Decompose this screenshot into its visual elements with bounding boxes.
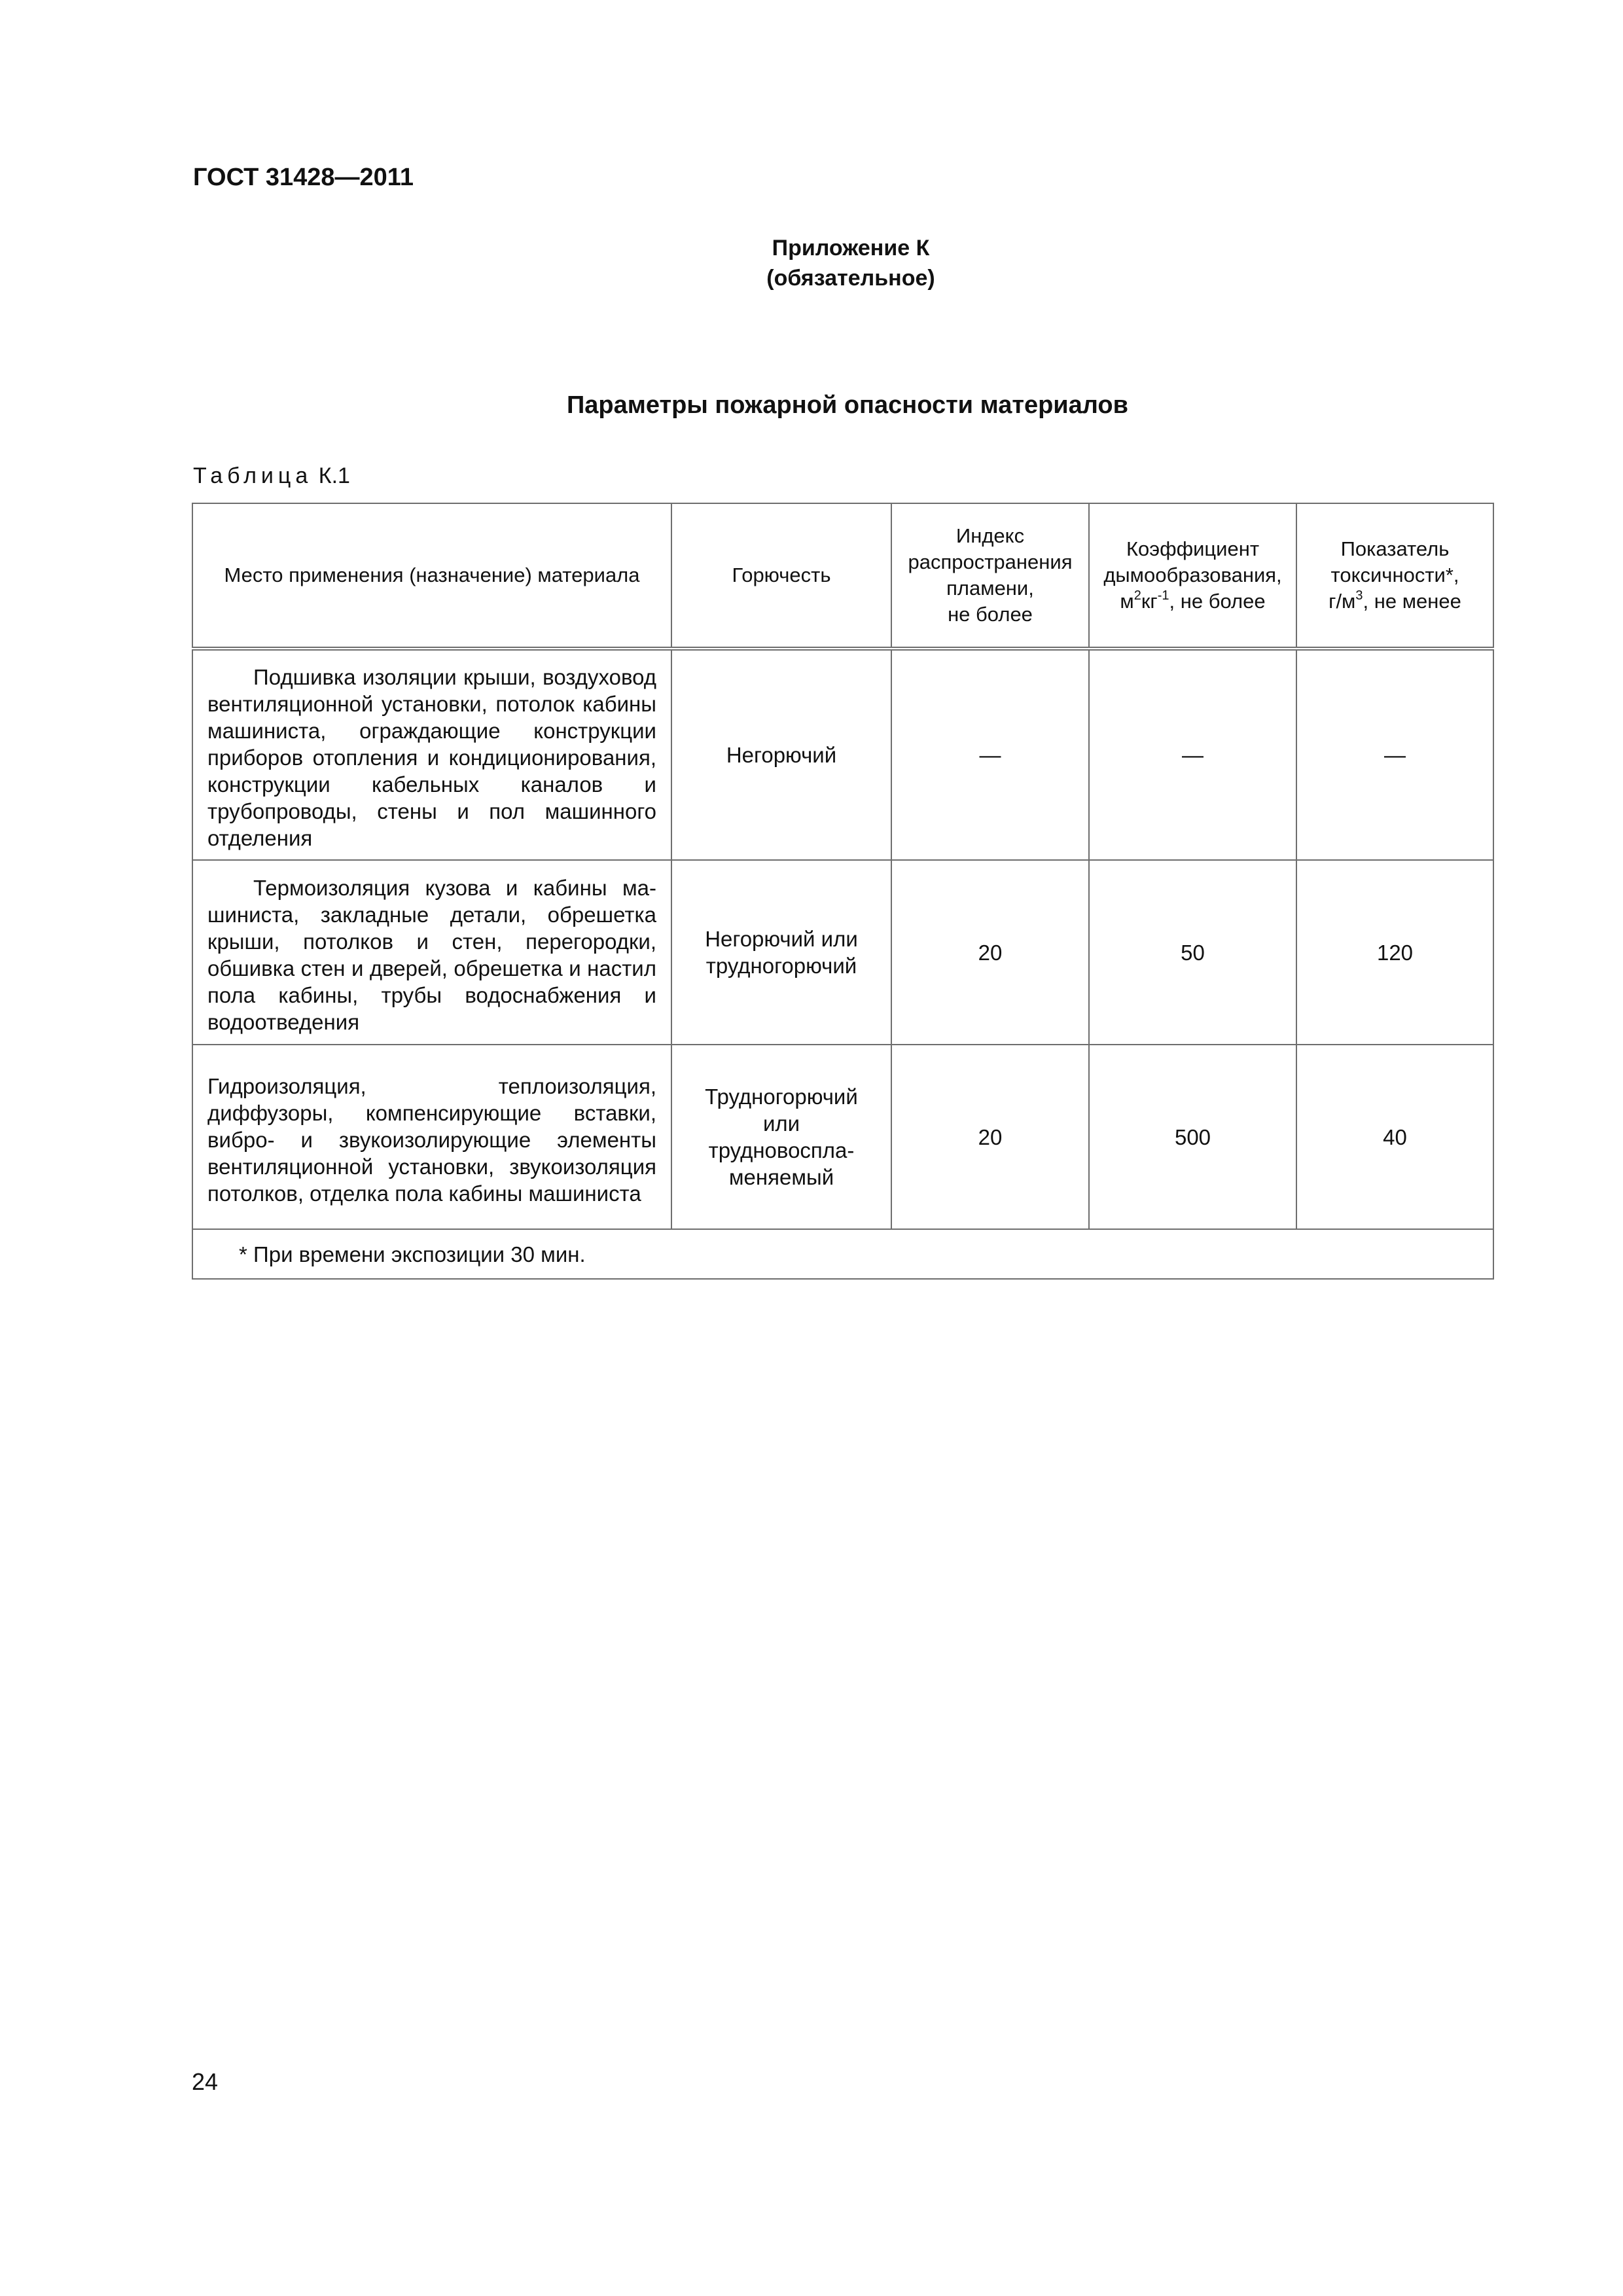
table-footnote-row — [192, 1229, 1493, 1279]
cell-toxicity: 120 — [1296, 860, 1493, 1045]
cell-place — [192, 860, 671, 1045]
header-toxicity-line: Показатель — [1340, 537, 1450, 560]
cell-combustibility — [671, 1045, 891, 1229]
header-place: Место применения (назначение) материала — [192, 503, 671, 649]
combustibility-line: меняемый — [728, 1165, 834, 1189]
header-flame-line: пламени, — [946, 577, 1034, 600]
place-text: Термоизоляция кузова и кабины машиниста, закладные детали, обрешетка крыши, потолков и стен, перегородки, обшивка стен и дверей, обрешетка и настил пола кабины, трубы водоснабжения и водоотведения — [207, 876, 656, 1034]
table-label-word: Таблица — [193, 463, 313, 488]
table-row — [192, 1045, 1493, 1229]
unit-text: г/м — [1329, 590, 1356, 613]
header-smoke-line: дымообразования, — [1103, 564, 1282, 586]
fire-parameters-table — [192, 503, 1494, 1280]
cell-toxicity: — — [1296, 649, 1493, 860]
annex-status: (обязательное) — [766, 266, 935, 291]
combustibility-line: или — [762, 1111, 800, 1136]
cell-combustibility — [671, 860, 891, 1045]
table-label — [193, 463, 350, 489]
cell-smoke-coefficient: 500 — [1089, 1045, 1296, 1229]
combustibility-line: Негорючий — [726, 743, 837, 767]
section-title: Параметры пожарной опасности материалов — [566, 391, 1129, 419]
cell-flame-index: 20 — [891, 860, 1089, 1045]
table-header-row — [192, 503, 1493, 649]
header-flame-index — [891, 503, 1089, 649]
page-number: 24 — [192, 2068, 219, 2095]
table-row — [192, 649, 1493, 860]
header-smoke-coefficient — [1089, 503, 1296, 649]
cell-combustibility — [671, 649, 891, 860]
unit-superscript: 2 — [1133, 588, 1141, 603]
unit-text: кг — [1141, 590, 1158, 613]
combustibility-line: трудновоспла- — [708, 1138, 855, 1162]
table-label-number: К.1 — [318, 463, 350, 488]
header-smoke-line: Коэффициент — [1126, 537, 1260, 560]
header-toxicity-line: токсичности*, — [1330, 564, 1459, 586]
header-flame-line: распространения — [908, 550, 1073, 573]
place-text: Подшивка изоляции крыши, воздуховод вентиляционной установки, потолок кабины машиниста, ограждающие конструкции приборов отопления и кондиционирования, конструкции кабельных каналов и трубопроводы, стены и пол машинного отделения — [207, 665, 656, 850]
cell-toxicity: 40 — [1296, 1045, 1493, 1229]
table-footnote: * При времени экспозиции 30 мин. — [192, 1229, 1493, 1279]
header-flame-line: не более — [948, 603, 1033, 626]
header-toxicity-units — [1305, 588, 1485, 615]
document-code: ГОСТ 31428—2011 — [193, 164, 414, 191]
combustibility-line: трудногорючий — [705, 954, 857, 978]
unit-text: , не менее — [1363, 590, 1461, 613]
cell-flame-index: 20 — [891, 1045, 1089, 1229]
cell-place — [192, 649, 671, 860]
header-flame-line: Индекс — [955, 524, 1025, 547]
header-combustibility: Горючесть — [671, 503, 891, 649]
unit-superscript: -1 — [1157, 588, 1169, 603]
cell-smoke-coefficient: 50 — [1089, 860, 1296, 1045]
header-toxicity — [1296, 503, 1493, 649]
unit-superscript: 3 — [1355, 588, 1363, 603]
combustibility-line: Трудногорючий — [705, 1085, 858, 1109]
cell-place — [192, 1045, 671, 1229]
unit-text: м — [1120, 590, 1134, 613]
place-text: Гидроизоляция, теплоизоляция, диффузоры, компенсирующие вставки, вибро- и звукоизолирующие элементы вентиляционной установки, звукоизоляция потолков, отделка пола кабины машиниста — [207, 1073, 656, 1206]
table-row — [192, 860, 1493, 1045]
header-smoke-units — [1097, 588, 1288, 615]
annex-title: Приложение К — [772, 236, 930, 260]
cell-smoke-coefficient: — — [1089, 649, 1296, 860]
cell-flame-index: — — [891, 649, 1089, 860]
combustibility-line: Негорючий или — [705, 927, 858, 951]
unit-text: , не более — [1169, 590, 1266, 613]
